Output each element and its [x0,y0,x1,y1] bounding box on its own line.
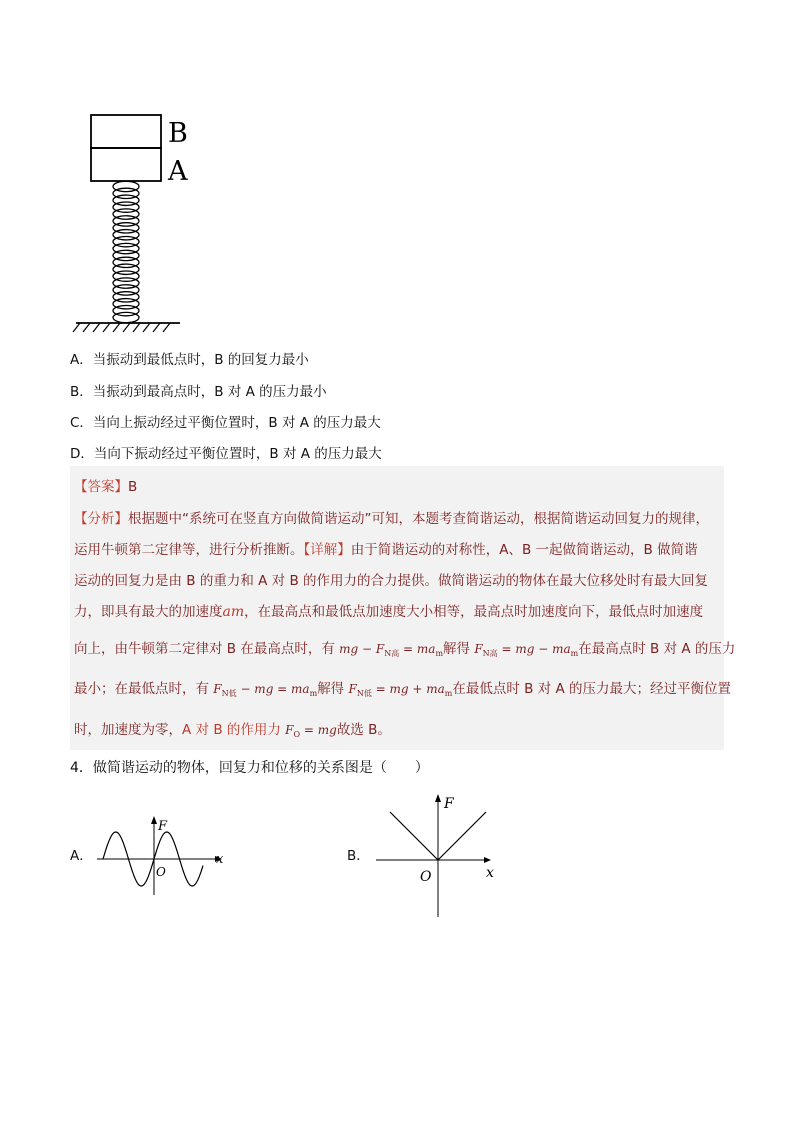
graph-b-right-branch [438,812,486,860]
analysis-text-6a: 最小；在最低点时，有 [74,681,209,697]
spring-coil [113,181,139,322]
analysis-text-5c: 在最高点时 B 对 A 的压力 [578,641,736,657]
analysis-text-7b: 故选 B。 [336,722,391,738]
analysis-line-4 [74,600,703,620]
graph-b-origin-label: O [420,869,432,885]
graph-b-abs [372,792,502,922]
analysis-text-2a: 运用牛顿第二定律等，进行分析推断。 [74,542,304,558]
analysis-text-7-red: A 对 B 的作用力 [182,722,281,738]
option-c: C．当向上振动经过平衡位置时，B 对 A 的压力最大 [70,415,381,431]
block-a [91,148,161,181]
graph-b-left-branch [390,812,438,860]
block-b [91,115,161,148]
block-b-label: B [168,118,188,149]
analysis-text-1: 根据题中“系统可在竖直方向做简谐运动”可知，本题考查简谐运动，根据简谐运动回复力的规律， [128,511,709,527]
analysis-text-2b: 由于简谐运动的对称性，A、B 一起做简谐运动，B 做简谐 [350,542,698,558]
graph-a-x-label: x [216,852,224,867]
detail-tag: 【详解】 [303,542,351,558]
analysis-line-1 [74,507,709,527]
analysis-text-4a: 力，即具有最大的加速度 [74,604,223,620]
graph-a-y-arrow [151,816,157,824]
equation-4: $F_{N低}$ = mg + $ma_m$ [348,682,453,698]
analysis-text-6b: 解得 [317,681,345,697]
analysis-tag: 【分析】 [74,511,128,527]
equation-3: $F_{N低}$ − mg = $ma_m$ [213,682,318,698]
graph-b-f-label: F [444,796,454,812]
graph-a-f-label: F [158,819,168,834]
option-d: D．当向下振动经过平衡位置时，B 对 A 的压力最大 [70,446,382,462]
graph-a-origin-label: O [156,865,166,879]
analysis-line-6 [74,677,731,699]
q4-option-a-label: A． [70,848,93,864]
analysis-text-6c: 在最低点时 B 对 A 的压力最大；经过平衡位置 [452,681,732,697]
block-a-label: A [168,156,188,187]
graph-b-x-arrow [484,857,491,863]
q4-option-b-label: B． [347,848,370,864]
answer-line [74,475,137,495]
analysis-text-5b: 解得 [443,641,471,657]
analysis-text-5a: 向上，由牛顿第二定律对 B 在最高点时，有 [74,641,335,657]
equation-1: mg − $F_{N高} = ma_m$ [339,642,444,658]
am-symbol: am [222,604,245,620]
analysis-line-2 [74,538,698,558]
option-a: A．当振动到最低点时，B 的回复力最小 [70,352,309,368]
equation-2: $F_{N高}$ = mg − $ma_m$ [474,642,579,658]
analysis-text-7a: 时，加速度为零， [74,722,182,738]
graph-b-y-arrow [435,794,441,802]
analysis-text-4b: ，在最高点和最低点加速度大小相等，最高点时加速度向下，最低点时加速度 [244,604,704,620]
answer-box [70,466,736,750]
analysis-line-7 [74,718,391,739]
answer-tag: 【答案】 [74,479,128,495]
question-4-text: 4．做简谐运动的物体，回复力和位移的关系图是（ ） [70,760,429,776]
equation-5: $F_O$ = mg [285,723,337,739]
spring-block-figure [70,108,210,340]
analysis-line-3: 运动的回复力是由 B 的重力和 A 对 B 的作用力的合力提供。做简谐运动的物体在最大位移处时有最大回复 [74,573,709,589]
answer-value: B [128,479,138,495]
graph-b-x-label: x [486,865,494,881]
graph-a-sine [95,810,235,900]
analysis-line-5 [74,637,735,659]
option-b: B．当振动到最高点时，B 对 A 的压力最小 [70,384,327,400]
ground-hatch [73,323,170,332]
